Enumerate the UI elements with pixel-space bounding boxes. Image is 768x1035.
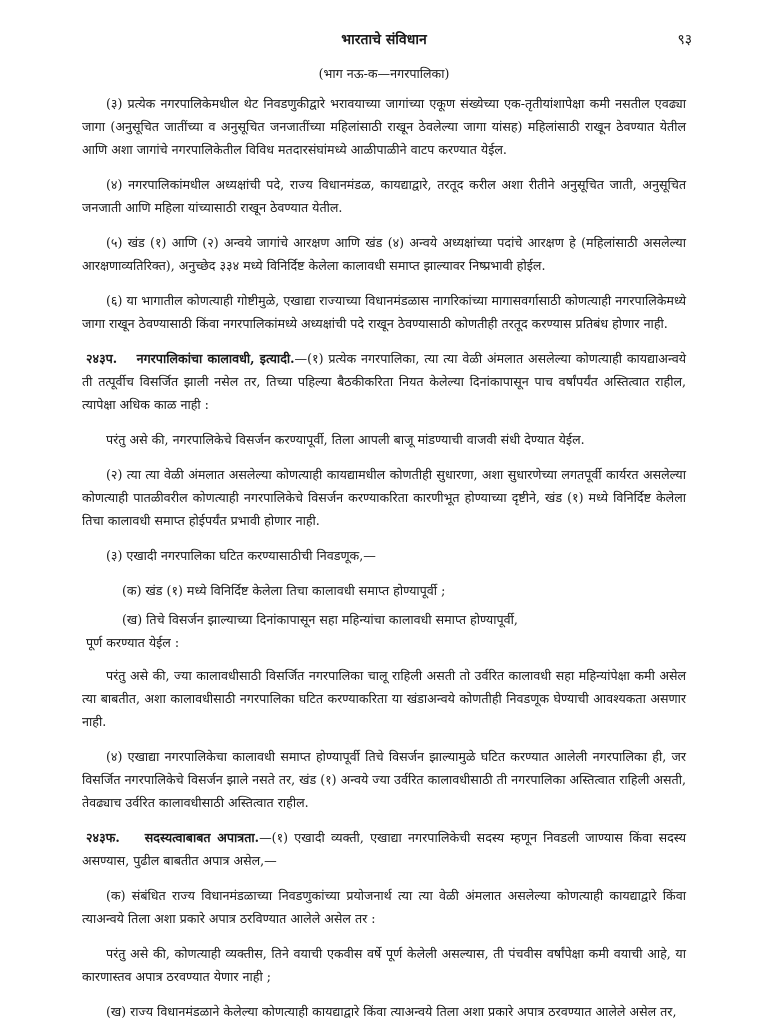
paragraph-clause-5: (५) खंड (१) आणि (२) अन्वये जागांचे आरक्षण आणि खंड (४) अन्वये अध्यक्षांच्या पदांचे आरक्षण हे (महिलांसाठी असलेल्या आरक्षणाव्यतिरिक्त), अनुच्छेद ३३४ मध्ये विनिर्दिष्ट केलेला कालावधी समाप्त झाल्यावर निष्प्रभावी होईल.	[82, 235, 686, 273]
section-243u-clause-3-tail: पूर्ण करण्यात येईल :	[86, 635, 180, 650]
section-title: नगरपालिकांचा कालावधी, इत्यादी.	[136, 351, 295, 366]
section-243u-clause-2: (२) त्या त्या वेळी अंमलात असलेल्या कोणत्याही कायद्यामधील कोणतीही सुधारणा, अशा सुधारणेच्या लगतपूर्वी कार्यरत असलेल्या कोणत्याही पातळीवरील कोणत्याही नगरपालिकेचे विसर्जन करण्याकरिता कारणीभूत होण्याच्या दृष्टीने, खंड (१) मध्ये विनिर्दिष्ट केलेला तिचा कालावधी समाप्त होईपर्यंत प्रभावी होणार नाही.	[82, 467, 686, 528]
section-number: २४३प.	[86, 351, 118, 366]
running-title: भारताचे संविधान	[341, 32, 427, 48]
section-title: सदस्यत्वाबाबत अपात्रता.	[144, 830, 260, 845]
section-text: —(१) प्रत्येक नगरपालिका, त्या त्या वेळी अंमलात असलेल्या कोणत्याही कायद्याअन्वये ती तत्पूर्वीच विसर्जित झाली नसेल तर, तिच्या पहिल्या बैठकीकरिता नियत केलेल्या दिनांकापासून पाच वर्षांपर्यंत अस्तित्वात राहील, त्यापेक्षा अधिक काळ नाही :	[82, 351, 687, 412]
page-header	[0, 27, 768, 51]
section-243u-clause-4: (४) एखाद्या नगरपालिकेचा कालावधी समाप्त होण्यापूर्वी तिचे विसर्जन झाल्यामुळे घटित करण्यात आलेली नगरपालिका ही, जर विसर्जित नगरपालिकेचे विसर्जन झाले नसते तर, खंड (१) अन्वये ज्या उर्वरित कालावधीसाठी ती नगरपालिका अस्तित्वात राहिली असती, तेवढ्याच उर्वरित कालावधीसाठी अस्तित्वात राहील.	[82, 749, 686, 810]
section-number: २४३फ.	[86, 830, 120, 845]
document-body	[82, 92, 686, 1035]
section-243v-clause-1	[82, 826, 686, 872]
section-text: —(१) एखादी व्यक्ती, एखाद्या नगरपालिकेची सदस्य म्हणून निवडली जाण्यास किंवा सदस्य असण्यास, पुढील बाबतीत अपात्र असेल,—	[82, 830, 687, 868]
section-243u-clause-1	[82, 347, 686, 416]
section-243u-proviso-3: परंतु असे की, ज्या कालावधीसाठी विसर्जित नगरपालिका चालू राहिली असती तो उर्वरित कालावधी सहा महिन्यांपेक्षा कमी असेल त्या बाबतीत, अशा कालावधीसाठी नगरपालिका घटित करण्याकरिता या खंडाअन्वये कोणतीही निवडणूक घेण्याची आवश्यकता असणार नाही.	[82, 668, 686, 729]
paragraph-clause-6: (६) या भागातील कोणत्याही गोष्टीमुळे, एखाद्या राज्याच्या विधानमंडळास नागरिकांच्या मागासवर्गासाठी कोणत्याही नगरपालिकेमध्ये जागा राखून ठेवण्यासाठी किंवा नगरपालिकांमध्ये अध्यक्षांची पदे राखून ठेवण्यासाठी कोणतीही तरतूद करण्यास प्रतिबंध होणार नाही.	[82, 293, 686, 331]
section-243v-clause-1-b: (ख) राज्य विधानमंडळाने केलेल्या कोणत्याही कायद्याद्वारे किंवा त्याअन्वये तिला अशा प्रकारे अपात्र ठरवण्यात आलेले असेल तर,	[106, 1004, 677, 1019]
part-heading: (भाग नऊ-क—नगरपालिका)	[318, 66, 450, 81]
section-243u-proviso-1: परंतु असे की, नगरपालिकेचे विसर्जन करण्यापूर्वी, तिला आपली बाजू मांडण्याची वाजवी संधी देण्यात येईल.	[106, 432, 585, 447]
page-number: ९३	[677, 32, 692, 48]
section-243u-clause-3-b: (ख) तिचे विसर्जन झाल्याच्या दिनांकापासून सहा महिन्यांचा कालावधी समाप्त होण्यापूर्वी,	[122, 612, 518, 627]
section-243v-proviso-a: परंतु असे की, कोणत्याही व्यक्तीस, तिने वयाची एकवीस वर्षे पूर्ण केलेली असल्यास, ती पंचवीस वर्षांपेक्षा कमी वयाची आहे, या कारणास्तव अपात्र ठरवण्यात येणार नाही ;	[82, 946, 686, 984]
paragraph-clause-4: (४) नगरपालिकांमधील अध्यक्षांची पदे, राज्य विधानमंडळ, कायद्याद्वारे, तरतूद करील अशा रीतीने अनुसूचित जाती, अनुसूचित जनजाती आणि महिला यांच्यासाठी राखून ठेवण्यात येतील.	[82, 177, 686, 215]
paragraph-clause-3: (३) प्रत्येक नगरपालिकेमधील थेट निवडणुकीद्वारे भरावयाच्या जागांच्या एकूण संख्येच्या एक-तृतीयांशापेक्षा कमी नसतील एवढ्या जागा (अनुसूचित जातींच्या व अनुसूचित जनजातींच्या महिलांसाठी राखून ठेवलेल्या जागा यांसह) महिलांसाठी राखून ठेवण्यात येतील आणि अशा जागांचे नगरपालिकेतील विविध मतदारसंघांमध्ये आळीपाळीने वाटप करण्यात येईल.	[82, 96, 686, 157]
section-243v-clause-1-a: (क) संबंधित राज्य विधानमंडळाच्या निवडणुकांच्या प्रयोजनार्थ त्या त्या वेळी अंमलात असलेल्या कोणत्याही कायद्याद्वारे किंवा त्याअन्वये तिला अशा प्रकारे अपात्र ठरविण्यात आलेले असेल तर :	[82, 888, 686, 926]
section-243u-clause-3-a: (क) खंड (१) मध्ये विनिर्दिष्ट केलेला तिचा कालावधी समाप्त होण्यापूर्वी ;	[122, 583, 446, 598]
section-243u-clause-3: (३) एखादी नगरपालिका घटित करण्यासाठीची निवडणूक,—	[106, 548, 376, 563]
